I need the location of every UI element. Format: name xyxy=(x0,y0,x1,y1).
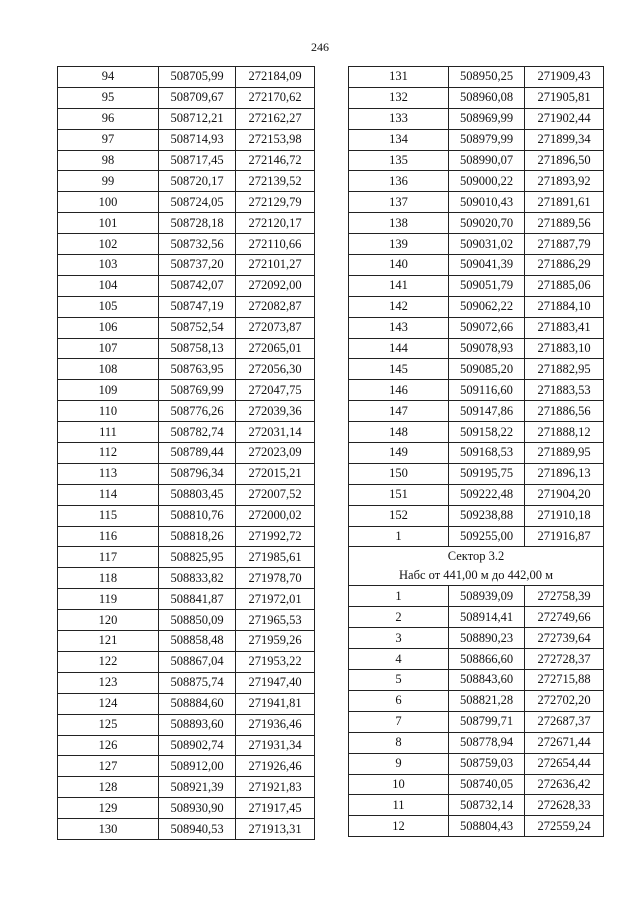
table-row xyxy=(58,547,315,568)
y-coordinate-cell: 272146,72 xyxy=(236,150,315,171)
y-coordinate-cell: 271916,87 xyxy=(525,526,604,547)
section-header-row xyxy=(349,547,604,586)
table-row xyxy=(58,87,315,108)
point-number-cell: 128 xyxy=(58,777,159,798)
point-number-cell: 126 xyxy=(58,735,159,756)
table-row xyxy=(58,443,315,464)
point-number-cell: 143 xyxy=(349,317,449,338)
y-coordinate-cell: 272739,64 xyxy=(525,628,604,649)
point-number-cell: 127 xyxy=(58,756,159,777)
x-coordinate-cell: 509158,22 xyxy=(449,422,525,443)
point-number-cell: 10 xyxy=(349,774,449,795)
table-row xyxy=(349,526,604,547)
y-coordinate-cell: 271891,61 xyxy=(525,192,604,213)
y-coordinate-cell: 271899,34 xyxy=(525,129,604,150)
y-coordinate-cell: 271910,18 xyxy=(525,505,604,526)
y-coordinate-cell: 272000,02 xyxy=(236,505,315,526)
section-header-cell xyxy=(349,547,604,586)
point-number-cell: 134 xyxy=(349,129,449,150)
point-number-cell: 117 xyxy=(58,547,159,568)
y-coordinate-cell: 271883,10 xyxy=(525,338,604,359)
table-row xyxy=(349,380,604,401)
x-coordinate-cell: 508778,94 xyxy=(449,732,525,753)
point-number-cell: 96 xyxy=(58,108,159,129)
point-number-cell: 150 xyxy=(349,463,449,484)
x-coordinate-cell: 508850,09 xyxy=(159,610,236,631)
x-coordinate-cell: 508939,09 xyxy=(449,586,525,607)
table-row xyxy=(349,753,604,774)
point-number-cell: 124 xyxy=(58,693,159,714)
point-number-cell: 141 xyxy=(349,275,449,296)
right-table-body-top xyxy=(349,67,604,547)
x-coordinate-cell: 508732,14 xyxy=(449,795,525,816)
table-row xyxy=(349,234,604,255)
point-number-cell: 151 xyxy=(349,484,449,505)
point-number-cell: 132 xyxy=(349,87,449,108)
point-number-cell: 99 xyxy=(58,171,159,192)
y-coordinate-cell: 272101,27 xyxy=(236,255,315,276)
point-number-cell: 107 xyxy=(58,338,159,359)
x-coordinate-cell: 508969,99 xyxy=(449,108,525,129)
point-number-cell: 6 xyxy=(349,690,449,711)
table-row xyxy=(58,777,315,798)
point-number-cell: 102 xyxy=(58,234,159,255)
table-row xyxy=(349,484,604,505)
section-header-body xyxy=(349,547,604,586)
table-row xyxy=(58,756,315,777)
point-number-cell: 109 xyxy=(58,380,159,401)
table-row xyxy=(58,568,315,589)
point-number-cell: 138 xyxy=(349,213,449,234)
y-coordinate-cell: 272702,20 xyxy=(525,690,604,711)
x-coordinate-cell: 509238,88 xyxy=(449,505,525,526)
x-coordinate-cell: 508912,00 xyxy=(159,756,236,777)
x-coordinate-cell: 508841,87 xyxy=(159,589,236,610)
x-coordinate-cell: 508818,26 xyxy=(159,526,236,547)
y-coordinate-cell: 271886,56 xyxy=(525,401,604,422)
x-coordinate-cell: 509195,75 xyxy=(449,463,525,484)
point-number-cell: 122 xyxy=(58,651,159,672)
x-coordinate-cell: 509010,43 xyxy=(449,192,525,213)
x-coordinate-cell: 508979,99 xyxy=(449,129,525,150)
x-coordinate-cell: 508867,04 xyxy=(159,651,236,672)
x-coordinate-cell: 508858,48 xyxy=(159,631,236,652)
y-coordinate-cell: 272082,87 xyxy=(236,296,315,317)
y-coordinate-cell: 271953,22 xyxy=(236,651,315,672)
y-coordinate-cell: 271926,46 xyxy=(236,756,315,777)
table-row xyxy=(349,505,604,526)
point-number-cell: 7 xyxy=(349,711,449,732)
point-number-cell: 1 xyxy=(349,586,449,607)
y-coordinate-cell: 272039,36 xyxy=(236,401,315,422)
x-coordinate-cell: 508705,99 xyxy=(159,67,236,88)
x-coordinate-cell: 509222,48 xyxy=(449,484,525,505)
table-row xyxy=(58,317,315,338)
point-number-cell: 11 xyxy=(349,795,449,816)
point-number-cell: 98 xyxy=(58,150,159,171)
table-row xyxy=(349,774,604,795)
table-row xyxy=(349,296,604,317)
y-coordinate-cell: 271904,20 xyxy=(525,484,604,505)
y-coordinate-cell: 271917,45 xyxy=(236,798,315,819)
point-number-cell: 114 xyxy=(58,484,159,505)
y-coordinate-cell: 271886,29 xyxy=(525,255,604,276)
table-row xyxy=(349,586,604,607)
x-coordinate-cell: 508737,20 xyxy=(159,255,236,276)
table-row xyxy=(349,795,604,816)
x-coordinate-cell: 508843,60 xyxy=(449,670,525,691)
y-coordinate-cell: 272056,30 xyxy=(236,359,315,380)
point-number-cell: 121 xyxy=(58,631,159,652)
x-coordinate-cell: 509168,53 xyxy=(449,443,525,464)
x-coordinate-cell: 508758,13 xyxy=(159,338,236,359)
point-number-cell: 5 xyxy=(349,670,449,691)
y-coordinate-cell: 272031,14 xyxy=(236,422,315,443)
x-coordinate-cell: 508940,53 xyxy=(159,819,236,840)
table-row xyxy=(349,129,604,150)
y-coordinate-cell: 271936,46 xyxy=(236,714,315,735)
point-number-cell: 111 xyxy=(58,422,159,443)
y-coordinate-cell: 271941,81 xyxy=(236,693,315,714)
x-coordinate-cell: 508810,76 xyxy=(159,505,236,526)
table-row xyxy=(349,67,604,88)
y-coordinate-cell: 272687,37 xyxy=(525,711,604,732)
x-coordinate-cell: 508763,95 xyxy=(159,359,236,380)
x-coordinate-cell: 508914,41 xyxy=(449,607,525,628)
point-number-cell: 144 xyxy=(349,338,449,359)
table-row xyxy=(58,484,315,505)
x-coordinate-cell: 508769,99 xyxy=(159,380,236,401)
table-row xyxy=(349,422,604,443)
point-number-cell: 105 xyxy=(58,296,159,317)
y-coordinate-cell: 271896,13 xyxy=(525,463,604,484)
table-row xyxy=(349,255,604,276)
point-number-cell: 149 xyxy=(349,443,449,464)
x-coordinate-cell: 508776,26 xyxy=(159,401,236,422)
point-number-cell: 95 xyxy=(58,87,159,108)
table-row xyxy=(349,87,604,108)
table-row xyxy=(58,735,315,756)
table-row xyxy=(349,607,604,628)
x-coordinate-cell: 509078,93 xyxy=(449,338,525,359)
x-coordinate-cell: 508893,60 xyxy=(159,714,236,735)
point-number-cell: 12 xyxy=(349,816,449,837)
table-row xyxy=(58,150,315,171)
y-coordinate-cell: 272671,44 xyxy=(525,732,604,753)
y-coordinate-cell: 272092,00 xyxy=(236,275,315,296)
point-number-cell: 120 xyxy=(58,610,159,631)
point-number-cell: 145 xyxy=(349,359,449,380)
y-coordinate-cell: 272628,33 xyxy=(525,795,604,816)
coordinates-table-right xyxy=(348,66,604,837)
x-coordinate-cell: 508714,93 xyxy=(159,129,236,150)
table-row xyxy=(58,422,315,443)
y-coordinate-cell: 271978,70 xyxy=(236,568,315,589)
y-coordinate-cell: 271889,95 xyxy=(525,443,604,464)
y-coordinate-cell: 271905,81 xyxy=(525,87,604,108)
table-row xyxy=(58,714,315,735)
table-row xyxy=(58,463,315,484)
table-row xyxy=(349,690,604,711)
point-number-cell: 135 xyxy=(349,150,449,171)
x-coordinate-cell: 508712,21 xyxy=(159,108,236,129)
x-coordinate-cell: 509041,39 xyxy=(449,255,525,276)
table-row xyxy=(349,108,604,129)
table-row xyxy=(58,380,315,401)
point-number-cell: 129 xyxy=(58,798,159,819)
table-row xyxy=(349,816,604,837)
table-row xyxy=(58,255,315,276)
table-row xyxy=(58,526,315,547)
point-number-cell: 147 xyxy=(349,401,449,422)
y-coordinate-cell: 272162,27 xyxy=(236,108,315,129)
point-number-cell: 133 xyxy=(349,108,449,129)
point-number-cell: 125 xyxy=(58,714,159,735)
y-coordinate-cell: 272654,44 xyxy=(525,753,604,774)
y-coordinate-cell: 272015,21 xyxy=(236,463,315,484)
x-coordinate-cell: 508740,05 xyxy=(449,774,525,795)
x-coordinate-cell: 509255,00 xyxy=(449,526,525,547)
table-row xyxy=(349,628,604,649)
y-coordinate-cell: 272110,66 xyxy=(236,234,315,255)
table-row xyxy=(349,317,604,338)
table-row xyxy=(349,338,604,359)
table-row xyxy=(349,213,604,234)
y-coordinate-cell: 271896,50 xyxy=(525,150,604,171)
table-row xyxy=(58,610,315,631)
right-table-body-bottom xyxy=(349,586,604,837)
x-coordinate-cell: 509116,60 xyxy=(449,380,525,401)
y-coordinate-cell: 271931,34 xyxy=(236,735,315,756)
x-coordinate-cell: 508742,07 xyxy=(159,275,236,296)
point-number-cell: 106 xyxy=(58,317,159,338)
section-subtitle: Набс от 441,00 м до 442,00 м xyxy=(399,568,553,583)
point-number-cell: 123 xyxy=(58,672,159,693)
table-row xyxy=(58,359,315,380)
x-coordinate-cell: 508902,74 xyxy=(159,735,236,756)
table-row xyxy=(349,192,604,213)
x-coordinate-cell: 508803,45 xyxy=(159,484,236,505)
point-number-cell: 8 xyxy=(349,732,449,753)
y-coordinate-cell: 272170,62 xyxy=(236,87,315,108)
table-row xyxy=(58,67,315,88)
point-number-cell: 146 xyxy=(349,380,449,401)
y-coordinate-cell: 272184,09 xyxy=(236,67,315,88)
y-coordinate-cell: 271965,53 xyxy=(236,610,315,631)
table-row xyxy=(58,505,315,526)
left-table-body xyxy=(58,67,315,840)
y-coordinate-cell: 272559,24 xyxy=(525,816,604,837)
point-number-cell: 136 xyxy=(349,171,449,192)
point-number-cell: 2 xyxy=(349,607,449,628)
y-coordinate-cell: 272758,39 xyxy=(525,586,604,607)
y-coordinate-cell: 272715,88 xyxy=(525,670,604,691)
x-coordinate-cell: 509072,66 xyxy=(449,317,525,338)
point-number-cell: 119 xyxy=(58,589,159,610)
x-coordinate-cell: 508890,23 xyxy=(449,628,525,649)
x-coordinate-cell: 508752,54 xyxy=(159,317,236,338)
x-coordinate-cell: 508759,03 xyxy=(449,753,525,774)
point-number-cell: 100 xyxy=(58,192,159,213)
y-coordinate-cell: 272065,01 xyxy=(236,338,315,359)
table-row xyxy=(58,798,315,819)
point-number-cell: 1 xyxy=(349,526,449,547)
table-row xyxy=(349,150,604,171)
y-coordinate-cell: 271893,92 xyxy=(525,171,604,192)
point-number-cell: 113 xyxy=(58,463,159,484)
table-row xyxy=(349,275,604,296)
table-row xyxy=(58,693,315,714)
point-number-cell: 112 xyxy=(58,443,159,464)
table-row xyxy=(58,296,315,317)
x-coordinate-cell: 508724,05 xyxy=(159,192,236,213)
y-coordinate-cell: 272007,52 xyxy=(236,484,315,505)
x-coordinate-cell: 508747,19 xyxy=(159,296,236,317)
point-number-cell: 103 xyxy=(58,255,159,276)
y-coordinate-cell: 271972,01 xyxy=(236,589,315,610)
x-coordinate-cell: 508799,71 xyxy=(449,711,525,732)
point-number-cell: 97 xyxy=(58,129,159,150)
x-coordinate-cell: 508782,74 xyxy=(159,422,236,443)
page-number: 246 xyxy=(311,40,329,54)
point-number-cell: 115 xyxy=(58,505,159,526)
table-row xyxy=(349,443,604,464)
x-coordinate-cell: 509000,22 xyxy=(449,171,525,192)
y-coordinate-cell: 272728,37 xyxy=(525,649,604,670)
x-coordinate-cell: 508960,08 xyxy=(449,87,525,108)
table-row xyxy=(58,338,315,359)
x-coordinate-cell: 508875,74 xyxy=(159,672,236,693)
y-coordinate-cell: 271888,12 xyxy=(525,422,604,443)
table-row xyxy=(349,670,604,691)
point-number-cell: 116 xyxy=(58,526,159,547)
point-number-cell: 94 xyxy=(58,67,159,88)
point-number-cell: 148 xyxy=(349,422,449,443)
point-number-cell: 110 xyxy=(58,401,159,422)
table-row xyxy=(349,649,604,670)
y-coordinate-cell: 271887,79 xyxy=(525,234,604,255)
point-number-cell: 130 xyxy=(58,819,159,840)
table-row xyxy=(58,672,315,693)
y-coordinate-cell: 271947,40 xyxy=(236,672,315,693)
x-coordinate-cell: 509020,70 xyxy=(449,213,525,234)
y-coordinate-cell: 272636,42 xyxy=(525,774,604,795)
table-row xyxy=(58,171,315,192)
x-coordinate-cell: 508930,90 xyxy=(159,798,236,819)
point-number-cell: 137 xyxy=(349,192,449,213)
table-row xyxy=(58,129,315,150)
y-coordinate-cell: 271921,83 xyxy=(236,777,315,798)
y-coordinate-cell: 271985,61 xyxy=(236,547,315,568)
point-number-cell: 131 xyxy=(349,67,449,88)
x-coordinate-cell: 508709,67 xyxy=(159,87,236,108)
point-number-cell: 104 xyxy=(58,275,159,296)
point-number-cell: 101 xyxy=(58,213,159,234)
table-row xyxy=(58,213,315,234)
table-row xyxy=(349,359,604,380)
y-coordinate-cell: 272139,52 xyxy=(236,171,315,192)
y-coordinate-cell: 271882,95 xyxy=(525,359,604,380)
point-number-cell: 3 xyxy=(349,628,449,649)
x-coordinate-cell: 508728,18 xyxy=(159,213,236,234)
x-coordinate-cell: 508825,95 xyxy=(159,547,236,568)
x-coordinate-cell: 508732,56 xyxy=(159,234,236,255)
y-coordinate-cell: 271889,56 xyxy=(525,213,604,234)
x-coordinate-cell: 509147,86 xyxy=(449,401,525,422)
table-row xyxy=(58,651,315,672)
x-coordinate-cell: 508990,07 xyxy=(449,150,525,171)
y-coordinate-cell: 271992,72 xyxy=(236,526,315,547)
point-number-cell: 9 xyxy=(349,753,449,774)
y-coordinate-cell: 271909,43 xyxy=(525,67,604,88)
y-coordinate-cell: 271902,44 xyxy=(525,108,604,129)
x-coordinate-cell: 508789,44 xyxy=(159,443,236,464)
y-coordinate-cell: 272153,98 xyxy=(236,129,315,150)
table-row xyxy=(349,732,604,753)
point-number-cell: 108 xyxy=(58,359,159,380)
table-row xyxy=(58,108,315,129)
x-coordinate-cell: 508921,39 xyxy=(159,777,236,798)
y-coordinate-cell: 272120,17 xyxy=(236,213,315,234)
table-row xyxy=(58,631,315,652)
table-row xyxy=(349,711,604,732)
point-number-cell: 142 xyxy=(349,296,449,317)
y-coordinate-cell: 271913,31 xyxy=(236,819,315,840)
section-title: Сектор 3.2 xyxy=(447,549,505,564)
table-row xyxy=(58,401,315,422)
table-row xyxy=(58,589,315,610)
x-coordinate-cell: 508950,25 xyxy=(449,67,525,88)
y-coordinate-cell: 271959,26 xyxy=(236,631,315,652)
y-coordinate-cell: 272023,09 xyxy=(236,443,315,464)
table-row xyxy=(58,192,315,213)
table-row xyxy=(349,401,604,422)
x-coordinate-cell: 508833,82 xyxy=(159,568,236,589)
table-row xyxy=(58,819,315,840)
table-row xyxy=(349,463,604,484)
point-number-cell: 152 xyxy=(349,505,449,526)
table-row xyxy=(349,171,604,192)
y-coordinate-cell: 272749,66 xyxy=(525,607,604,628)
x-coordinate-cell: 508796,34 xyxy=(159,463,236,484)
point-number-cell: 4 xyxy=(349,649,449,670)
point-number-cell: 118 xyxy=(58,568,159,589)
x-coordinate-cell: 508720,17 xyxy=(159,171,236,192)
x-coordinate-cell: 508866,60 xyxy=(449,649,525,670)
x-coordinate-cell: 509062,22 xyxy=(449,296,525,317)
y-coordinate-cell: 271883,53 xyxy=(525,380,604,401)
y-coordinate-cell: 272047,75 xyxy=(236,380,315,401)
x-coordinate-cell: 508821,28 xyxy=(449,690,525,711)
y-coordinate-cell: 271884,10 xyxy=(525,296,604,317)
point-number-cell: 140 xyxy=(349,255,449,276)
x-coordinate-cell: 509051,79 xyxy=(449,275,525,296)
x-coordinate-cell: 509031,02 xyxy=(449,234,525,255)
coordinates-table-left xyxy=(57,66,315,840)
x-coordinate-cell: 508804,43 xyxy=(449,816,525,837)
x-coordinate-cell: 508884,60 xyxy=(159,693,236,714)
table-row xyxy=(58,275,315,296)
y-coordinate-cell: 271883,41 xyxy=(525,317,604,338)
y-coordinate-cell: 272073,87 xyxy=(236,317,315,338)
x-coordinate-cell: 508717,45 xyxy=(159,150,236,171)
y-coordinate-cell: 271885,06 xyxy=(525,275,604,296)
x-coordinate-cell: 509085,20 xyxy=(449,359,525,380)
point-number-cell: 139 xyxy=(349,234,449,255)
table-row xyxy=(58,234,315,255)
y-coordinate-cell: 272129,79 xyxy=(236,192,315,213)
